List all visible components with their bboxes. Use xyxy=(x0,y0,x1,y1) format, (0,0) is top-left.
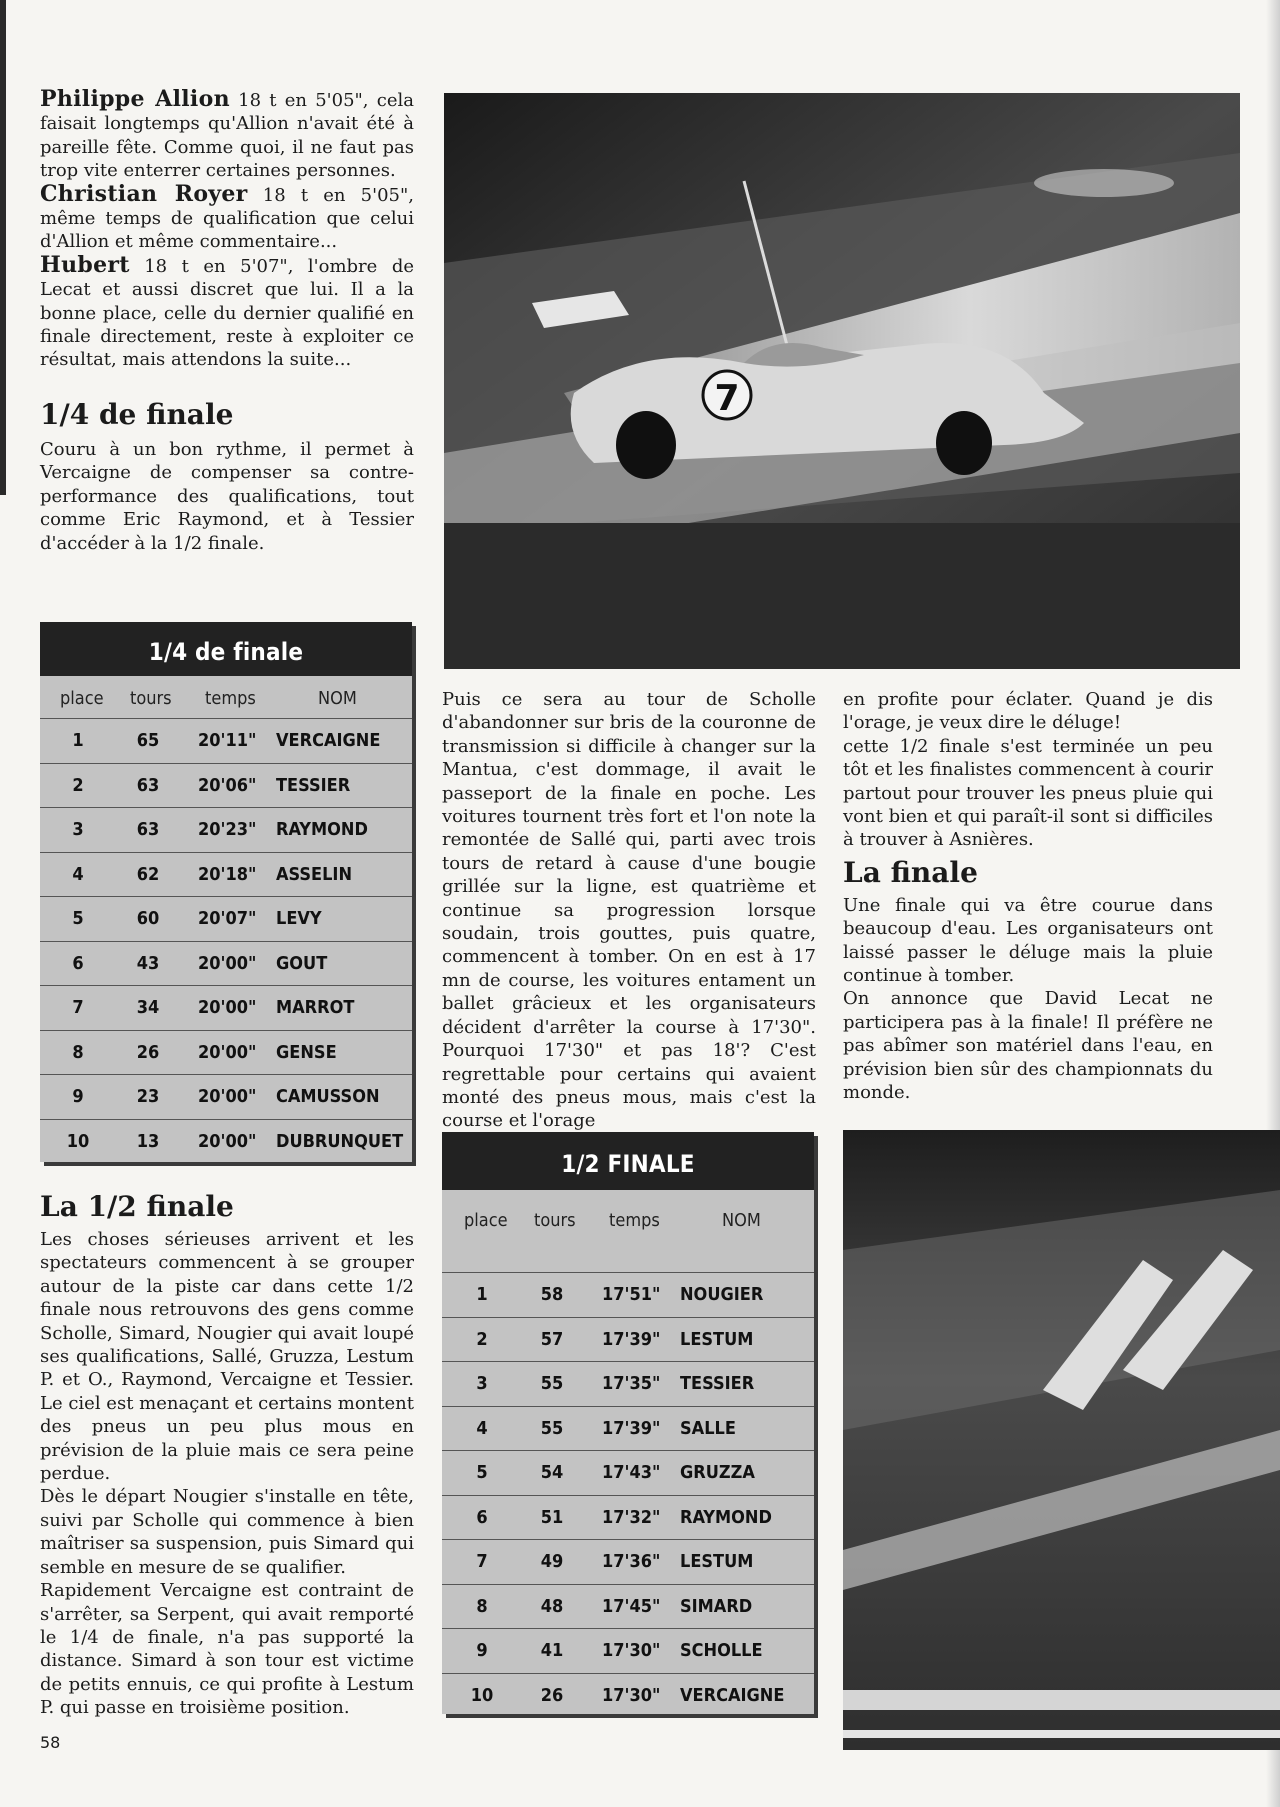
cell-tours: 23 xyxy=(136,1086,160,1107)
cell-temps: 17'45" xyxy=(602,1595,661,1617)
table-header xyxy=(40,676,412,718)
cell-place: 3 xyxy=(476,1373,488,1394)
col-place: place xyxy=(464,1210,508,1231)
cell-temps: 20'00" xyxy=(198,1041,257,1063)
cell-place: 7 xyxy=(476,1551,488,1572)
left-margin-bar xyxy=(0,0,6,495)
cell-tours: 62 xyxy=(136,863,160,885)
table-row xyxy=(442,1628,814,1673)
col-temps: temps xyxy=(609,1210,660,1231)
car-number: 7 xyxy=(714,378,740,419)
driver-royer: Christian Royer 18 t en 5'05", même temps de qualification que celui d'Allion et même commentaire... xyxy=(40,180,414,253)
final-heading: La finale xyxy=(843,855,978,889)
half-column xyxy=(40,1190,414,1720)
cell-nom: GOUT xyxy=(276,952,328,974)
cell-tours: 65 xyxy=(136,730,160,751)
cell-temps: 20'23" xyxy=(198,819,257,840)
cell-nom: SALLE xyxy=(680,1417,736,1439)
cell-temps: 17'43" xyxy=(602,1462,661,1483)
table-row xyxy=(442,1406,814,1451)
cell-tours: 51 xyxy=(540,1506,564,1528)
cell-nom: LESTUM xyxy=(680,1551,754,1572)
cell-temps: 20'06" xyxy=(198,774,257,796)
cell-temps: 20'00" xyxy=(198,1130,257,1152)
cell-place: 6 xyxy=(72,952,84,974)
col-tours: tours xyxy=(534,1210,576,1231)
table-row xyxy=(442,1272,814,1317)
cell-place: 8 xyxy=(72,1041,84,1063)
half-paragraph: Les choses sérieuses arrivent et les spectateurs commencent à se grouper autour de la piste car dans cette 1/2 finale nous retrouvons des gens comme Scholle, Simard, Nougier qui avait loupé ses qualifications, Sallé, Gruzza, Lestum P. et O., Raymond, Vercaigne et Tessier. Le ciel est menaçant et certains montent des pneus un peu plus mous en prévision de la pluie mais ce sera peine perdue. xyxy=(40,1229,414,1485)
table-row xyxy=(40,852,412,897)
table-row xyxy=(40,763,412,808)
table-row xyxy=(40,1030,412,1075)
cell-place: 1 xyxy=(72,730,84,751)
cell-place: 5 xyxy=(72,908,84,929)
middle-column xyxy=(442,688,816,1133)
table-row xyxy=(442,1539,814,1584)
cell-nom: CAMUSSON xyxy=(276,1086,380,1107)
cell-tours: 63 xyxy=(136,819,160,840)
cell-place: 2 xyxy=(476,1328,488,1350)
cell-temps: 20'11" xyxy=(198,730,257,751)
cell-nom: RAYMOND xyxy=(276,819,368,840)
table-row xyxy=(40,718,412,763)
table-row xyxy=(40,807,412,852)
race-car-photo xyxy=(444,93,1240,669)
cell-place: 10 xyxy=(66,1130,90,1152)
table-title: 1/4 de finale xyxy=(40,622,412,676)
half-heading: La 1/2 finale xyxy=(40,1190,234,1223)
table-row xyxy=(442,1450,814,1495)
cell-tours: 54 xyxy=(540,1462,564,1483)
cell-tours: 63 xyxy=(136,774,160,796)
cell-nom: GENSE xyxy=(276,1041,337,1063)
cell-place: 1 xyxy=(476,1284,488,1305)
cell-place: 3 xyxy=(72,819,84,840)
cell-tours: 48 xyxy=(540,1595,564,1617)
driver-name: Christian Royer xyxy=(40,180,248,207)
cell-tours: 43 xyxy=(136,952,160,974)
table-row xyxy=(40,1074,412,1119)
cell-nom: ASSELIN xyxy=(276,863,353,885)
table-row xyxy=(40,985,412,1030)
cell-place: 6 xyxy=(476,1506,488,1528)
cell-temps: 20'00" xyxy=(198,1086,257,1107)
right-column xyxy=(843,688,1213,1105)
cell-place: 10 xyxy=(470,1684,494,1706)
cell-tours: 55 xyxy=(540,1417,564,1439)
cell-tours: 49 xyxy=(540,1551,564,1572)
table-row xyxy=(442,1317,814,1362)
col-temps: temps xyxy=(205,688,256,709)
cell-place: 2 xyxy=(72,774,84,796)
cell-place: 9 xyxy=(476,1640,488,1661)
cell-place: 9 xyxy=(72,1086,84,1107)
quarter-text: Couru à un bon rythme, il permet à Vercaigne de compenser sa contre-performance des qualifications, tout comme Eric Raymond, et à Tessier d'accéder à la 1/2 finale. xyxy=(40,438,414,554)
cell-nom: NOUGIER xyxy=(680,1284,764,1305)
cell-temps: 20'18" xyxy=(198,863,257,885)
table-row xyxy=(40,941,412,986)
cell-temps: 17'30" xyxy=(602,1684,661,1706)
cell-nom: MARROT xyxy=(276,997,355,1018)
cell-temps: 17'51" xyxy=(602,1284,661,1305)
half-results-table xyxy=(442,1132,814,1714)
race-car-illustration xyxy=(444,93,1240,669)
cell-tours: 55 xyxy=(540,1373,564,1394)
cell-tours: 58 xyxy=(540,1284,564,1305)
table-body xyxy=(442,1272,814,1717)
col-nom: NOM xyxy=(318,688,357,709)
track-illustration xyxy=(843,1130,1280,1750)
quarter-heading: 1/4 de finale xyxy=(40,397,234,431)
driver-hubert: Hubert 18 t en 5'07", l'ombre de Lecat et aussi discret que lui. Il a la bonne place, celle du dernier qualifié en finale directement, reste à exploiter ce résultat, mais attendons la suite... xyxy=(40,251,414,371)
cell-nom: GRUZZA xyxy=(680,1462,755,1483)
cell-nom: LEVY xyxy=(276,908,322,929)
cell-tours: 13 xyxy=(136,1130,160,1152)
table-title: 1/2 FINALE xyxy=(442,1132,814,1190)
table-header xyxy=(442,1190,814,1272)
cell-tours: 57 xyxy=(540,1328,564,1350)
col-place: place xyxy=(60,688,104,709)
quarter-results-table xyxy=(40,622,412,1162)
final-paragraph: Une finale qui va être courue dans beaucoup d'eau. Les organisateurs ont laissé passer le déluge mais la pluie continue à tomber. xyxy=(843,894,1213,987)
table-row xyxy=(40,1119,412,1164)
cell-nom: VERCAIGNE xyxy=(680,1684,785,1706)
cell-tours: 26 xyxy=(136,1041,160,1063)
table-row xyxy=(40,896,412,941)
cell-place: 4 xyxy=(476,1417,488,1439)
right-paragraph: en profite pour éclater. Quand je dis l'orage, je veux dire le déluge! xyxy=(843,689,1213,734)
cell-temps: 20'00" xyxy=(198,952,257,974)
driver-name: Hubert xyxy=(40,251,130,278)
cell-nom: TESSIER xyxy=(276,774,351,796)
track-photo xyxy=(843,1130,1280,1750)
driver-name: Philippe Allion xyxy=(40,86,230,112)
right-paragraph: cette 1/2 finale s'est terminée un peu tôt et les finalistes commencent à courir partout pour trouver les pneus pluie qui vont bien et qui paraît-il sont si difficiles à trouver à Asnières. xyxy=(843,735,1213,851)
table-row xyxy=(442,1673,814,1718)
table-body xyxy=(40,718,412,1163)
cell-temps: 17'30" xyxy=(602,1640,661,1661)
cell-temps: 20'07" xyxy=(198,908,257,929)
page-number: 58 xyxy=(40,1733,61,1752)
cell-temps: 17'36" xyxy=(602,1551,661,1572)
middle-paragraph: Puis ce sera au tour de Scholle d'abandonner sur bris de la couronne de transmission si difficile à changer sur la Mantua, c'est dommage, il avait le passeport de la finale en poche. Les voitures tournent très fort et l'on note la remontée de Sallé qui, parti avec trois tours de retard à cause d'une bougie grillée sur la ligne, est quatrième et continue sa progression lorsque soudain, trois gouttes, puis quatre, commencent à tomber. On en est à 17 mn de course, les voitures entament un ballet grâcieux et les organisateurs décident d'arrêter la course à 17'30". Pourquoi 17'30" et pas 18'? C'est regrettable pour certains qui avaient monté des pneus mous, mais c'est la course et l'orage xyxy=(442,689,816,1132)
cell-nom: VERCAIGNE xyxy=(276,730,381,751)
cell-tours: 60 xyxy=(136,908,160,929)
half-paragraph: Rapidement Vercaigne est contraint de s'arrêter, sa Serpent, qui avait remporté le 1/4 de finale, n'a pas supporté la distance. Simard à son tour est victime de petits ennuis, ce qui profite à Lestum P. qui passe en troisième position. xyxy=(40,1580,414,1719)
col-nom: NOM xyxy=(722,1210,761,1231)
cell-nom: TESSIER xyxy=(680,1373,755,1394)
intro-column xyxy=(40,88,414,555)
cell-temps: 17'35" xyxy=(602,1373,661,1394)
cell-temps: 17'39" xyxy=(602,1417,661,1439)
table-row xyxy=(442,1361,814,1406)
final-paragraph: On annonce que David Lecat ne participera pas à la finale! Il préfère ne pas abîmer son matériel dans l'eau, en prévision bien sûr des championnats du monde. xyxy=(843,988,1213,1104)
cell-place: 8 xyxy=(476,1595,488,1617)
cell-tours: 34 xyxy=(136,997,160,1018)
cell-place: 7 xyxy=(72,997,84,1018)
cell-tours: 41 xyxy=(540,1640,564,1661)
table-row xyxy=(442,1584,814,1629)
cell-temps: 20'00" xyxy=(198,997,257,1018)
cell-nom: SCHOLLE xyxy=(680,1640,763,1661)
cell-nom: RAYMOND xyxy=(680,1506,772,1528)
cell-tours: 26 xyxy=(540,1684,564,1706)
cell-temps: 17'39" xyxy=(602,1328,661,1350)
half-paragraph: Dès le départ Nougier s'installe en tête, suivi par Scholle qui commence à bien maîtriser sa suspension, puis Simard qui semble en mesure de se qualifier. xyxy=(40,1486,414,1578)
cell-nom: SIMARD xyxy=(680,1595,753,1617)
table-row xyxy=(442,1495,814,1540)
col-tours: tours xyxy=(130,688,172,709)
driver-allion: Philippe Allion 18 t en 5'05", cela faisait longtemps qu'Allion n'avait été à pareille fête. Comme quoi, il ne faut pas trop vite enterrer certaines personnes. xyxy=(40,86,414,182)
cell-place: 4 xyxy=(72,863,84,885)
cell-place: 5 xyxy=(476,1462,488,1483)
cell-nom: LESTUM xyxy=(680,1328,754,1350)
cell-temps: 17'32" xyxy=(602,1506,661,1528)
cell-nom: DUBRUNQUET xyxy=(276,1130,404,1152)
